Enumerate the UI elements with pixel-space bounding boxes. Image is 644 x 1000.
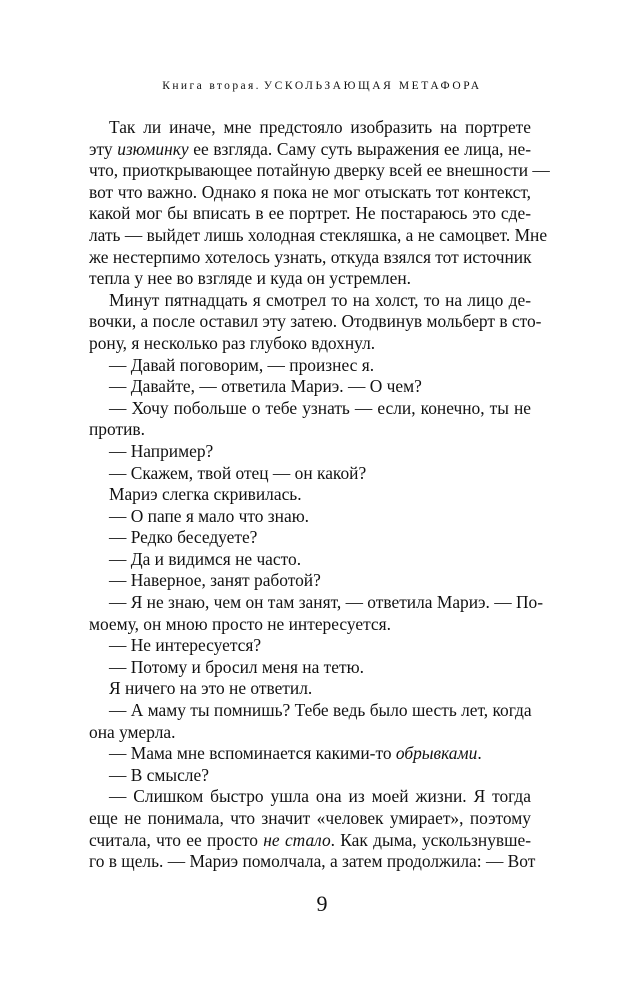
text-run: еще не понимала, что значит «человек умирает», поэтому [89, 808, 531, 828]
text-line [89, 700, 531, 722]
text-line [89, 398, 531, 420]
text-run: — Давай поговорим, — произнес я. [109, 354, 375, 375]
paragraph [89, 506, 531, 528]
text-line [89, 441, 531, 463]
text-run: она умерла. [89, 721, 176, 742]
text-run: — Наверное, занят работой? [109, 570, 321, 591]
text-run: же нестерпимо хотелось узнать, откуда взялся тот источник [89, 246, 532, 267]
text-line [89, 808, 531, 830]
text-line [89, 614, 531, 636]
text-run: — Редко беседуете? [109, 527, 258, 548]
text-line [89, 117, 531, 139]
running-header-title: УСКОЛЬЗАЮЩАЯ МЕТАФОРА [263, 80, 482, 92]
text-run: — Не интересуется? [109, 635, 262, 656]
running-header [0, 79, 644, 93]
text-line [89, 830, 531, 852]
paragraph [89, 289, 542, 355]
text-line [89, 355, 531, 377]
text-run: — Слишком быстро ушла она из моей жизни. Я тогда [109, 786, 531, 807]
text-run: — Мама мне вспоминается какими-то [109, 743, 396, 764]
text-line [89, 203, 531, 225]
text-line [89, 549, 531, 571]
text-run: — В смысле? [109, 764, 209, 785]
paragraph [89, 592, 543, 635]
paragraph [89, 786, 536, 872]
paragraph [89, 570, 531, 592]
text-line [89, 743, 531, 765]
paragraph [89, 657, 531, 679]
text-run: — Да и видимся не часто. [109, 548, 302, 569]
body-text [89, 117, 550, 873]
text-line [89, 224, 548, 247]
text-run: — Потому и бросил меня на тетю. [109, 656, 364, 677]
paragraph [89, 527, 531, 549]
text-run: Мариэ слегка скривилась. [109, 484, 302, 505]
text-line [89, 657, 531, 679]
text-run: лать — выйдет лишь холодная стекляшка, а не самоцвет. Мне [89, 224, 548, 245]
text-run: — А маму ты помнишь? Тебе ведь было шесть лет, когда [109, 700, 532, 721]
text-run: Я ничего на это не ответил. [109, 678, 313, 699]
text-line [89, 678, 531, 700]
text-line [89, 484, 531, 506]
text-line [89, 182, 531, 204]
text-line [89, 506, 531, 528]
text-line [89, 311, 542, 333]
text-run: против. [89, 419, 145, 440]
paragraph [89, 635, 531, 657]
text-run: какой мог бы вписать в ее портрет. Не постараюсь это сде- [89, 203, 531, 224]
text-run: — Давайте, — ответила Мариэ. — О чем? [109, 376, 422, 397]
text-line [89, 570, 531, 592]
text-run: . Как дыма, ускользнувше- [330, 829, 531, 850]
text-line [89, 268, 531, 290]
paragraph [89, 441, 531, 463]
italic-text: не стало [263, 829, 331, 850]
text-run: тепла у нее во взгляде и куда он устремлен. [89, 268, 411, 289]
text-run: — Я не знаю, чем он там занят, — ответила Мариэ. — По- [109, 592, 543, 613]
italic-text: обрывками [395, 743, 478, 764]
text-line [89, 463, 531, 485]
text-line [89, 139, 531, 161]
text-line [89, 765, 531, 787]
text-line [89, 160, 550, 182]
text-run: — Например? [109, 440, 214, 461]
text-line [89, 419, 531, 441]
text-run: — Скажем, твой отец — он какой? [109, 462, 367, 483]
text-line [89, 247, 531, 269]
text-run: считала, что ее просто [89, 829, 264, 850]
paragraph [89, 484, 531, 506]
paragraph [89, 678, 531, 700]
text-line [89, 722, 531, 744]
text-line [89, 592, 543, 614]
text-line [89, 376, 531, 398]
text-line [89, 635, 531, 657]
paragraph [89, 700, 531, 743]
text-run: моему, он мною просто не интересуется. [89, 613, 391, 634]
text-run: — О папе я мало что знаю. [109, 505, 310, 526]
text-run: — Хочу побольше о тебе узнать — если, конечно, ты не [109, 397, 531, 418]
running-header-book: Книга вторая. [162, 80, 261, 92]
text-line [89, 786, 531, 808]
paragraph [89, 765, 531, 787]
text-line [89, 290, 531, 312]
text-run: Минут пятнадцать я смотрел то на холст, то на лицо де- [109, 289, 531, 310]
paragraph [89, 376, 531, 398]
text-run: рону, я несколько раз глубоко вдохнул. [89, 332, 376, 353]
paragraph [89, 398, 531, 441]
text-run: . [477, 743, 482, 764]
paragraph [89, 743, 531, 765]
text-line [89, 527, 531, 549]
page-number: 9 [316, 891, 328, 916]
paragraph [89, 355, 531, 377]
paragraph [89, 549, 531, 571]
text-run: эту [89, 138, 118, 159]
text-run: вот что важно. Однако я пока не мог отыскать тот контекст, [89, 181, 531, 202]
italic-text: изюминку [117, 138, 189, 159]
paragraph [89, 117, 550, 290]
text-line [89, 851, 536, 873]
paragraph [89, 463, 531, 485]
text-run: Так ли иначе, мне предстояло изобразить на портрете [109, 117, 531, 137]
text-run: го в щель. — Мариэ помолчала, а затем продолжила: — Вот [89, 851, 536, 872]
text-line [89, 333, 531, 355]
text-run: ее взгляда. Саму суть выражения ее лица, не- [188, 138, 531, 159]
text-run: вочки, а после оставил эту затею. Отодвинув мольберт в сто- [89, 311, 542, 332]
text-run: что, приоткрывающее потайную дверку всей ее внешности — [89, 160, 550, 181]
